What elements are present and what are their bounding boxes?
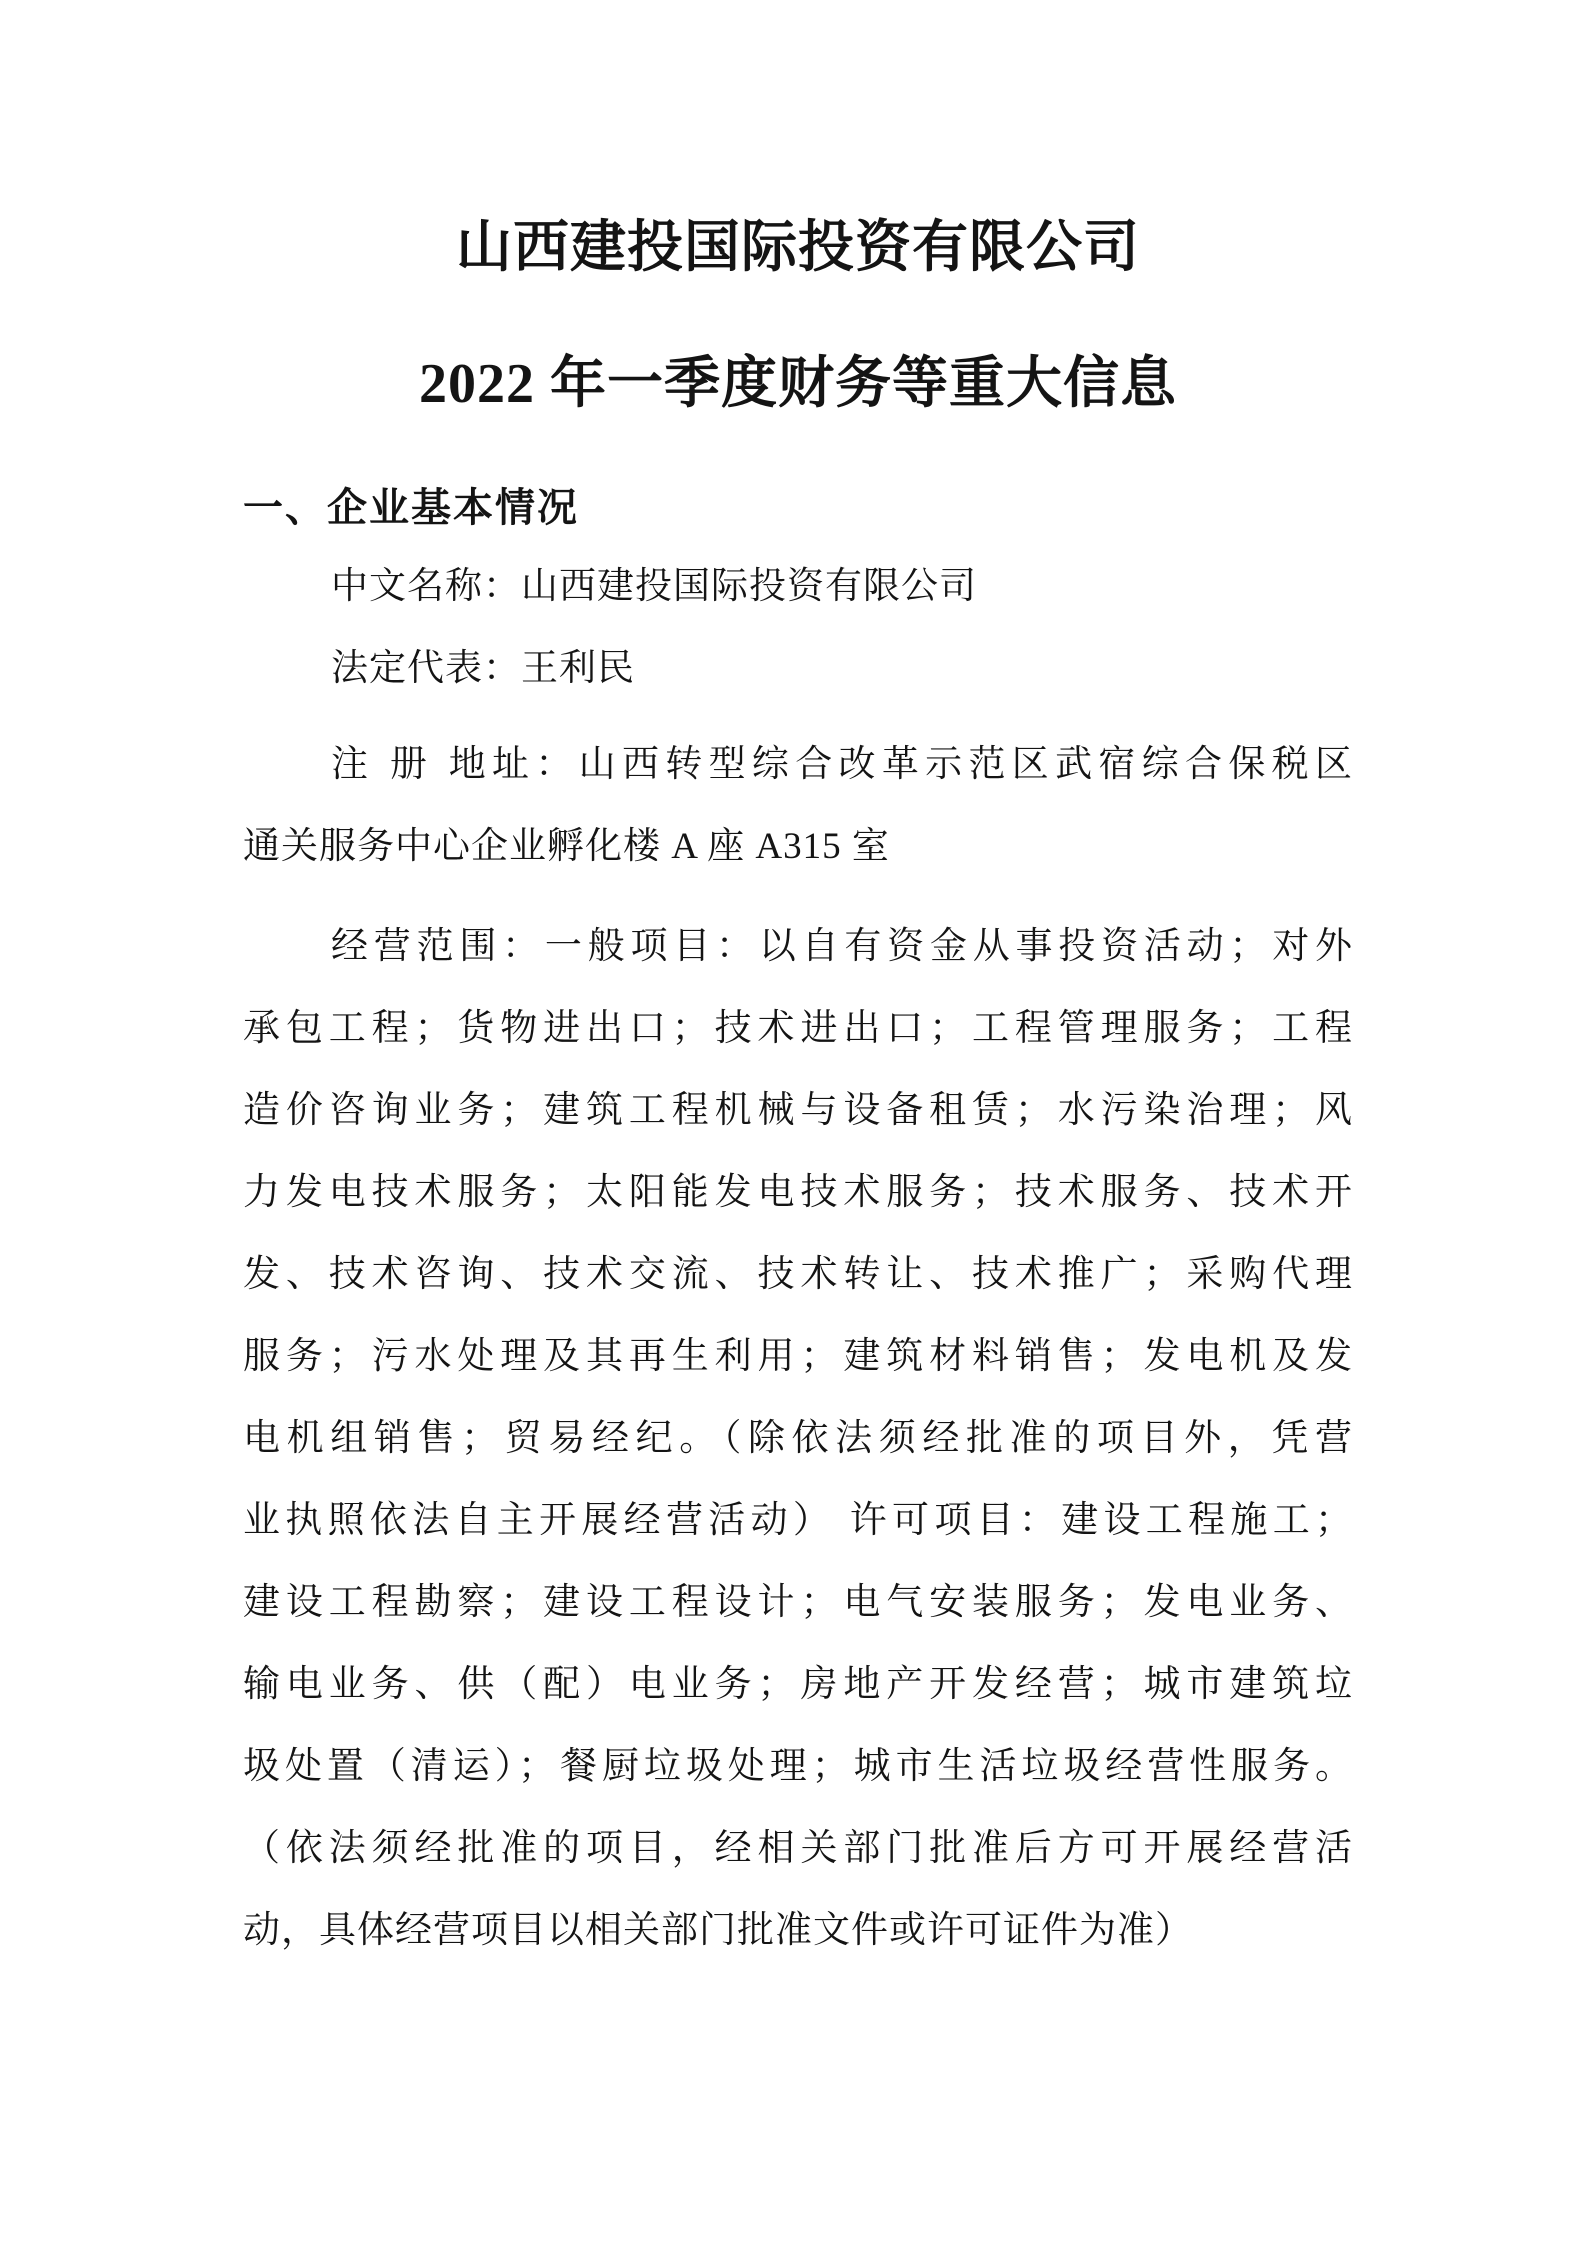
business-scope-line: 建设工程勘察；建设工程设计；电气安装服务；发电业务、 xyxy=(243,1582,1353,1623)
business-scope-line: 发、技术咨询、技术交流、技术转让、技术推广；采购代理 xyxy=(243,1254,1353,1295)
business-scope-line: 力发电技术服务；太阳能发电技术服务；技术服务、技术开 xyxy=(243,1172,1353,1213)
business-scope-line: 造价咨询业务；建筑工程机械与设备租赁；水污染治理；风 xyxy=(243,1090,1353,1131)
page-title: 山西建投国际投资有限公司 xyxy=(456,217,1140,279)
field-chinese-name: 中文名称：山西建投国际投资有限公司 xyxy=(331,566,977,607)
business-scope-line: 圾处置（清运）；餐厨垃圾处理；城市生活垃圾经营性服务。 xyxy=(243,1746,1353,1787)
field-registered-address-line1: 注 册 地址：山西转型综合改革示范区武宿综合保税区 xyxy=(331,744,1353,785)
paragraph-legal-representative xyxy=(243,628,1353,710)
business-scope-line: 电机组销售；贸易经纪。（除依法须经批准的项目外，凭营 xyxy=(243,1418,1353,1459)
business-scope-line: （依法须经批准的项目，经相关部门批准后方可开展经营活 xyxy=(243,1828,1353,1869)
field-registered-address-line2: 通关服务中心企业孵化楼 A 座 A315 室 xyxy=(243,826,890,867)
page-subtitle: 2022 年一季度财务等重大信息 xyxy=(419,353,1177,415)
paragraph-chinese-name xyxy=(243,546,1353,628)
business-scope-line: 业执照依法自主开展经营活动） 许可项目：建设工程施工； xyxy=(243,1500,1353,1541)
paragraph-business-scope xyxy=(243,906,1353,1972)
business-scope-line: 服务；污水处理及其再生利用；建筑材料销售；发电机及发 xyxy=(243,1336,1353,1377)
paragraph-registered-address xyxy=(243,724,1353,888)
business-scope-line: 输电业务、供（配）电业务；房地产开发经营；城市建筑垃 xyxy=(243,1664,1353,1705)
field-legal-representative: 法定代表：王利民 xyxy=(331,648,635,689)
document-content xyxy=(243,0,1353,1972)
business-scope-line: 经营范围：一般项目：以自有资金从事投资活动；对外 xyxy=(331,926,1353,967)
business-scope-line: 动，具体经营项目以相关部门批准文件或许可证件为准） xyxy=(243,1910,1193,1951)
section-heading-basic-info: 一、企业基本情况 xyxy=(243,486,579,530)
business-scope-line: 承包工程；货物进出口；技术进出口；工程管理服务；工程 xyxy=(243,1008,1353,1049)
